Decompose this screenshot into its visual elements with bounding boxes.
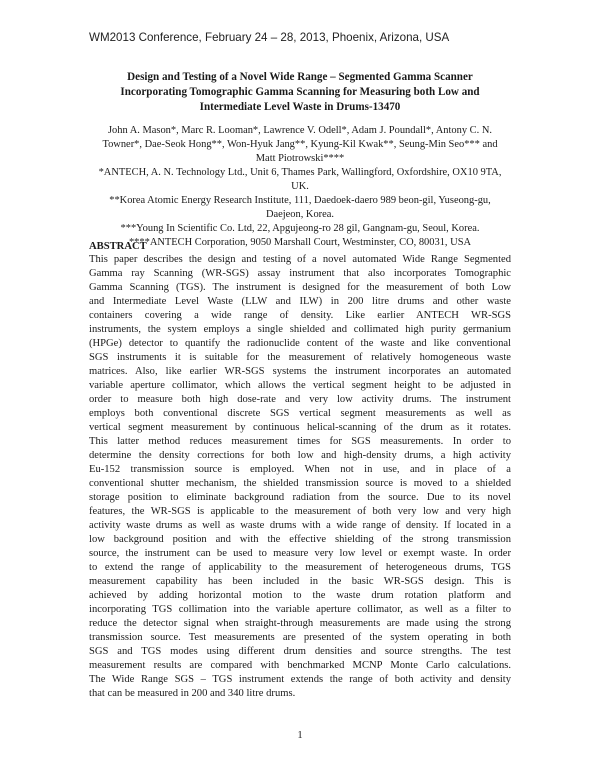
abstract-line: SGS and TGS modes using different drum densities and source strengths. The test xyxy=(89,646,511,658)
affiliation-line: *ANTECH, A. N. Technology Ltd., Unit 6, Thames Park, Wallingford, Oxfordshire, OX10 9TA, xyxy=(98,167,502,178)
author-line: John A. Mason*, Marc R. Looman*, Lawrence V. Odell*, Adam J. Poundall*, Antony C. N. xyxy=(107,125,493,136)
abstract-line: This paper describes the design and testing of a novel automated Wide Range Segmented xyxy=(89,254,511,265)
abstract-line: This latter method reduces measurement times for SGS measurements. In order to xyxy=(89,436,511,448)
author-line: Towner*, Dae-Seok Hong**, Won-Hyuk Jang**, Kyung-Kil Kwak**, Seung-Min Seo*** and xyxy=(102,139,498,150)
abstract-line: SGS instruments it is suitable for the measurement of relatively homogeneous waste xyxy=(89,352,511,364)
affiliation-line: ***Young In Scientific Co. Ltd, 22, Apgujeong-ro 28 gil, Gangnam-gu, Seoul, Korea. xyxy=(120,223,480,234)
abstract-line: source, the instrument can be used to measure very low level or exempt waste. In order xyxy=(89,548,511,560)
title-line: Intermediate Level Waste in Drums-13470 xyxy=(199,101,401,113)
abstract-line: Gamma ray Scanning (WR-SGS) assay instrument that also incorporates Tomographic xyxy=(89,268,511,280)
abstract-line: activity waste drums as well as waste drums with a wide range of density. If located in a xyxy=(89,520,511,532)
abstract-line: to extend the range of applicability to the measurement of heterogeneous drums, TGS xyxy=(89,562,511,574)
abstract-line: order to measure both high dose-rate and very low activity drums. The instrument xyxy=(89,394,511,406)
title-line: Incorporating Tomographic Gamma Scanning for Measuring both Low and xyxy=(120,86,480,98)
affiliation-line: UK. xyxy=(291,181,309,192)
affiliation-line: Daejeon, Korea. xyxy=(265,209,335,220)
abstract-line: Gamma Scanning (TGS). The instrument is designed for the measurement of both Low xyxy=(89,282,511,294)
abstract-line: determine the density corrections for both low and high-density drums, a high activity xyxy=(89,450,511,462)
abstract-line: The Wide Range SGS – TGS instrument extends the range of both activity and density xyxy=(89,674,511,686)
abstract-line: (HPGe) detector to quantify the radionuclide content of the waste and like conventional xyxy=(89,338,511,350)
abstract-line: measurement results are compared with benchmarked MCNP Monte Carlo calculations. xyxy=(89,660,511,672)
abstract-line: transmission source. Test measurements are presented of the system operating in both xyxy=(89,632,511,644)
abstract-line: conventional shutter mechanism, the shielded transmission source is moved to a shielded xyxy=(89,478,511,490)
abstract-line: containers covering a wide range of density. Like earlier ANTECH WR-SGS xyxy=(89,310,511,322)
abstract-line: instruments, the system employs a single shielded and collimated high purity germanium xyxy=(89,324,511,336)
paper-title xyxy=(90,70,510,115)
authors-affiliations xyxy=(89,124,511,250)
abstract-line: achieved by adding horizontal motion to the waste drum rotation platform and xyxy=(89,590,511,602)
abstract-line: measurement capability has been included in the basic WR-SGS design. This is xyxy=(89,576,511,588)
abstract-line: features, the WR-SGS is applicable to the measurement of both very low and very high xyxy=(89,506,511,518)
abstract-line: low background position and with the effective shielding of the strong transmission xyxy=(89,534,511,546)
abstract-line: vertical segment measurement by continuous helical-scanning of the drum as it rotates. xyxy=(89,422,511,434)
title-line: Design and Testing of a Novel Wide Range – Segmented Gamma Scanner xyxy=(127,71,473,83)
abstract-line: reduce the detector signal when straight-through measurements are made using the strong xyxy=(89,618,511,630)
affiliation-line: **Korea Atomic Energy Research Institute, 111, Daedoek-daero 989 beon-gil, Yuseong-gu, xyxy=(109,195,491,206)
page-number: 1 xyxy=(297,730,303,741)
abstract-heading: ABSTRACT xyxy=(89,241,147,252)
affiliation-line: ****ANTECH Corporation, 9050 Marshall Court, Westminster, CO, 80031, USA xyxy=(128,237,472,248)
abstract-line: and Intermediate Level Waste (LLW and ILW) in 200 litre drums and other waste xyxy=(89,296,511,308)
abstract-line: employs both conventional discrete SGS vertical segment measurements as well as xyxy=(89,408,511,420)
running-header: WM2013 Conference, February 24 – 28, 2013, Phoenix, Arizona, USA xyxy=(89,31,450,44)
abstract-body xyxy=(89,253,511,702)
author-line: Matt Piotrowski**** xyxy=(255,153,345,164)
abstract-line: that can be measured in 200 and 340 litre drums. xyxy=(89,688,296,700)
abstract-line: matrices. Also, like earlier WR-SGS systems the instrument incorporates an automated xyxy=(89,366,511,378)
abstract-line: incorporating TGS collimation into the variable aperture collimator, as well as a filter to xyxy=(89,604,511,616)
abstract-line: Eu-152 transmission source is employed. When not in use, and in place of a xyxy=(89,464,511,476)
abstract-line: variable aperture collimator, which allows the vertical segment height to be adjusted in xyxy=(89,380,511,392)
abstract-line: storage position to eliminate background radiation from the source. Due to its novel xyxy=(89,492,511,504)
